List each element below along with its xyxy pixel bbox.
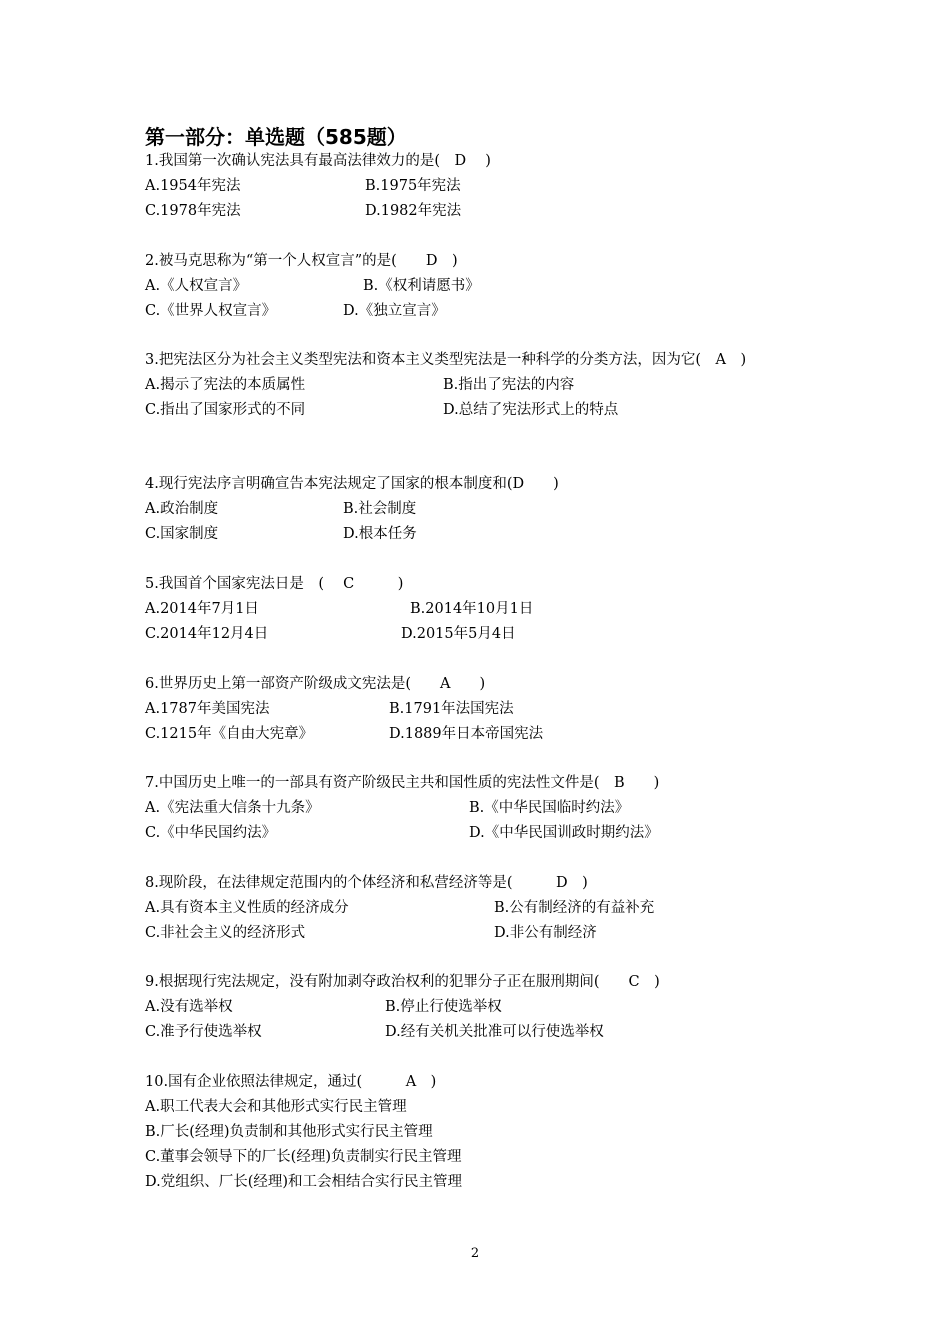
- option-c: C.董事会领导下的厂长(经理)负责制实行民主管理: [145, 1149, 462, 1165]
- question-3: [145, 348, 805, 423]
- section-heading: 第一部分：单选题（585题）: [145, 125, 407, 149]
- option-b: B.2014年10月1日: [410, 601, 534, 617]
- question-stem: 5.我国首个国家宪法日是 ( C ): [145, 576, 404, 592]
- option-a: A.没有选举权: [145, 999, 233, 1015]
- question-4: [145, 472, 805, 547]
- option-a: A.《宪法重大信条十九条》: [145, 800, 320, 816]
- option-d: D.《独立宣言》: [343, 303, 446, 319]
- question-5: [145, 572, 805, 647]
- question-stem: 4.现行宪法序言明确宣告本宪法规定了国家的根本制度和(D ): [145, 476, 559, 492]
- option-d: D.《中华民国训政时期约法》: [469, 825, 659, 841]
- question-2: [145, 249, 805, 324]
- option-b: B.1791年法国宪法: [389, 701, 514, 717]
- option-c: C.《中华民国约法》: [145, 825, 277, 841]
- question-7: [145, 771, 805, 846]
- option-c: C.《世界人权宣言》: [145, 303, 277, 319]
- option-a: A.1954年宪法: [145, 178, 241, 194]
- question-1: [145, 149, 805, 224]
- option-a: A.2014年7月1日: [145, 601, 259, 617]
- option-a: A.具有资本主义性质的经济成分: [145, 900, 349, 916]
- option-d: D.1889年日本帝国宪法: [389, 726, 544, 742]
- option-c: C.2014年12月4日: [145, 626, 269, 642]
- question-9: [145, 970, 805, 1045]
- option-b: B.公有制经济的有益补充: [494, 900, 655, 916]
- option-c: C.非社会主义的经济形式: [145, 925, 306, 941]
- question-8: [145, 871, 805, 946]
- question-stem: 3.把宪法区分为社会主义类型宪法和资本主义类型宪法是一种科学的分类方法，因为它( A ): [145, 352, 747, 368]
- option-b: B.停止行使选举权: [385, 999, 502, 1015]
- option-a: A.职工代表大会和其他形式实行民主管理: [145, 1099, 407, 1115]
- option-d: D.1982年宪法: [365, 203, 462, 219]
- question-stem: 8.现阶段，在法律规定范围内的个体经济和私营经济等是( D ): [145, 875, 588, 891]
- option-d: D.经有关机关批准可以行使选举权: [385, 1024, 604, 1040]
- question-stem: 1.我国第一次确认宪法具有最高法律效力的是( D ): [145, 153, 491, 169]
- option-d: D.总结了宪法形式上的特点: [443, 402, 619, 418]
- option-d: D.根本任务: [343, 526, 417, 542]
- option-c: C.国家制度: [145, 526, 219, 542]
- option-a: A.《人权宣言》: [145, 278, 248, 294]
- option-a: A.1787年美国宪法: [145, 701, 270, 717]
- option-c: C.1978年宪法: [145, 203, 241, 219]
- option-b: B.《中华民国临时约法》: [469, 800, 630, 816]
- question-stem: 2.被马克思称为“第一个人权宣言”的是( D ): [145, 253, 458, 269]
- option-a: A.揭示了宪法的本质属性: [145, 377, 306, 393]
- page-number: 2: [470, 1246, 480, 1261]
- option-b: B.1975年宪法: [365, 178, 461, 194]
- option-c: C.1215年《自由大宪章》: [145, 726, 314, 742]
- question-stem: 7.中国历史上唯一的一部具有资产阶级民主共和国性质的宪法性文件是( B ): [145, 775, 660, 791]
- option-b: B.《权利请愿书》: [363, 278, 480, 294]
- option-d: D.2015年5月4日: [401, 626, 516, 642]
- option-c: C.准予行使选举权: [145, 1024, 262, 1040]
- question-stem: 9.根据现行宪法规定，没有附加剥夺政治权利的犯罪分子正在服刑期间( C ): [145, 974, 660, 990]
- option-b: B.厂长(经理)负责制和其他形式实行民主管理: [145, 1124, 433, 1140]
- option-c: C.指出了国家形式的不同: [145, 402, 306, 418]
- question-stem: 10.国有企业依照法律规定，通过( A ): [145, 1074, 437, 1090]
- option-b: B.社会制度: [343, 501, 417, 517]
- question-stem: 6.世界历史上第一部资产阶级成文宪法是( A ): [145, 676, 486, 692]
- option-b: B.指出了宪法的内容: [443, 377, 575, 393]
- option-d: D.党组织、厂长(经理)和工会相结合实行民主管理: [145, 1174, 463, 1190]
- option-a: A.政治制度: [145, 501, 219, 517]
- option-d: D.非公有制经济: [494, 925, 597, 941]
- question-10: [145, 1070, 805, 1195]
- question-6: [145, 672, 805, 747]
